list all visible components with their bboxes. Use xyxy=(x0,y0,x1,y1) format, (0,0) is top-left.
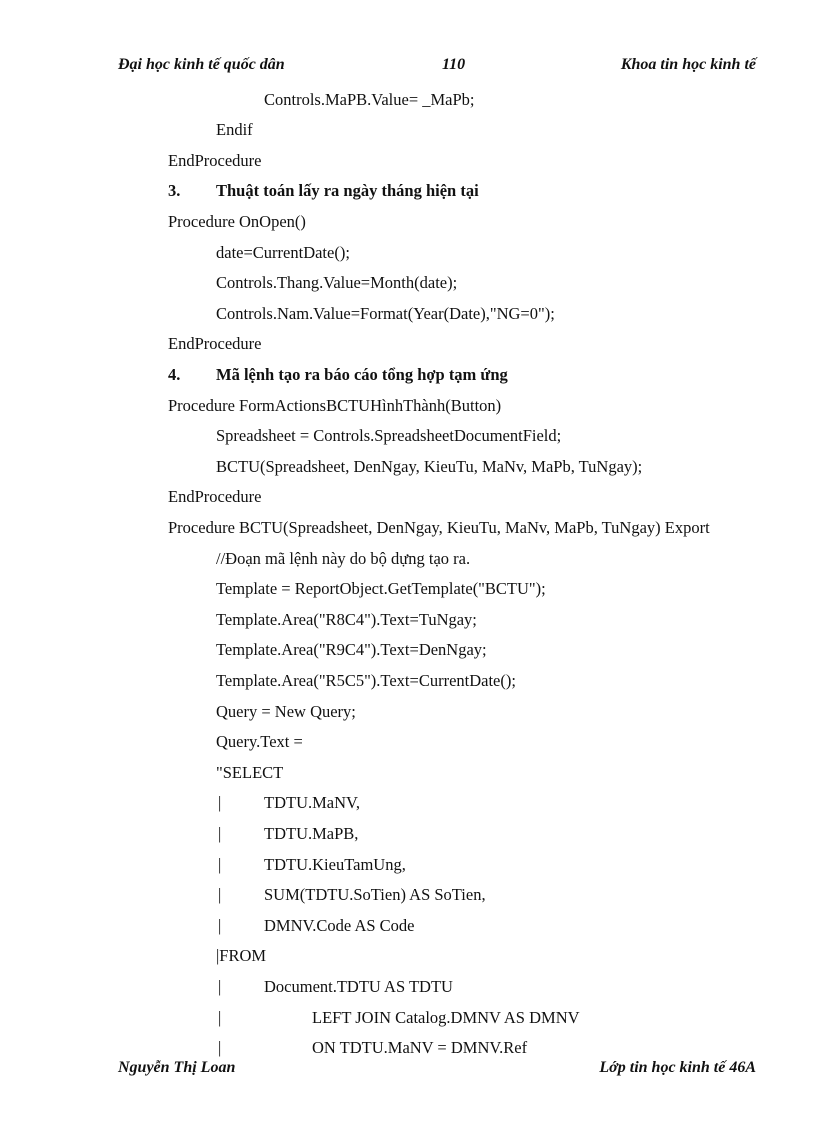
code-comment: //Đoạn mã lệnh này do bộ dựng tạo ra. xyxy=(216,549,471,568)
section-number: 4. xyxy=(168,365,181,384)
code-line: Document.TDTU AS TDTU xyxy=(264,977,453,996)
pipe-marker: | xyxy=(218,916,222,935)
code-line: LEFT JOIN Catalog.DMNV AS DMNV xyxy=(312,1008,580,1027)
code-line: Endif xyxy=(216,120,253,139)
code-line: EndProcedure xyxy=(168,487,262,506)
header-right: Khoa tin học kinh tế xyxy=(620,56,756,73)
code-line: Procedure OnOpen() xyxy=(168,212,306,231)
pipe-marker: | xyxy=(218,855,222,874)
code-line: EndProcedure xyxy=(168,334,262,353)
code-line: EndProcedure xyxy=(168,151,262,170)
code-line: SUM(TDTU.SoTien) AS SoTien, xyxy=(264,885,486,904)
pipe-marker: | xyxy=(218,793,222,812)
code-line: Controls.Thang.Value=Month(date); xyxy=(216,273,458,292)
code-line: "SELECT xyxy=(216,763,284,782)
code-line: Template = ReportObject.GetTemplate("BCTU"); xyxy=(216,579,546,598)
code-line: Controls.MaPB.Value= _MaPb; xyxy=(264,90,475,109)
code-line: Template.Area("R9C4").Text=DenNgay; xyxy=(216,640,487,659)
code-line: Query = New Query; xyxy=(216,702,356,721)
pipe-marker: | xyxy=(218,824,222,843)
pipe-marker: | xyxy=(218,885,222,904)
footer-right: Lớp tin học kinh tế 46A xyxy=(599,1059,756,1076)
code-line: Spreadsheet = Controls.SpreadsheetDocumentField; xyxy=(216,426,562,445)
pipe-marker: | xyxy=(218,1008,222,1027)
code-line: TDTU.KieuTamUng, xyxy=(264,855,406,874)
code-line: Template.Area("R8C4").Text=TuNgay; xyxy=(216,610,477,629)
code-line: Controls.Nam.Value=Format(Year(Date),"NG=0"); xyxy=(216,304,555,323)
code-line: TDTU.MaPB, xyxy=(264,824,359,843)
code-line: Procedure FormActionsBCTUHìnhThành(Button) xyxy=(168,396,502,415)
section-heading: Thuật toán lấy ra ngày tháng hiện tại xyxy=(216,181,479,200)
pipe-marker: | xyxy=(218,977,222,996)
code-line: date=CurrentDate(); xyxy=(216,243,350,262)
code-line: Procedure BCTU(Spreadsheet, DenNgay, KieuTu, MaNv, MaPb, TuNgay) Export xyxy=(168,518,710,537)
footer-left: Nguyễn Thị Loan xyxy=(118,1059,236,1076)
code-line: ON TDTU.MaNV = DMNV.Ref xyxy=(312,1038,528,1057)
header-left: Đại học kinh tế quốc dân xyxy=(118,56,285,73)
section-number: 3. xyxy=(168,181,181,200)
code-line: Query.Text = xyxy=(216,732,303,751)
page-number: 110 xyxy=(442,56,466,73)
pipe-marker: | xyxy=(218,1038,222,1057)
code-line: |FROM xyxy=(216,946,267,965)
section-heading: Mã lệnh tạo ra báo cáo tổng hợp tạm ứng xyxy=(216,365,508,384)
code-line: BCTU(Spreadsheet, DenNgay, KieuTu, MaNv, MaPb, TuNgay); xyxy=(216,457,643,476)
code-line: TDTU.MaNV, xyxy=(264,793,360,812)
code-line: Template.Area("R5C5").Text=CurrentDate(); xyxy=(216,671,516,690)
code-line: DMNV.Code AS Code xyxy=(264,916,415,935)
